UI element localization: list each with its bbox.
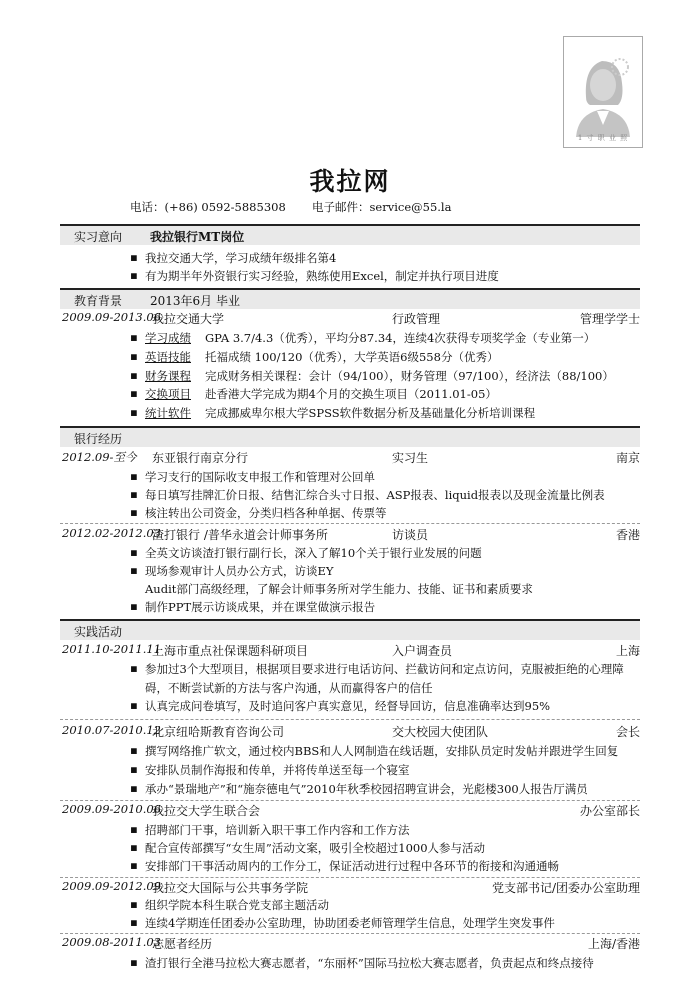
email-text: 电子邮件：service@55.la (312, 200, 452, 214)
experience-row: 2009.09-2012.09 我拉交大国际与公共事务学院 党支部书记/团委办公室助理 (62, 879, 640, 895)
list-item: ▪ 连续4学期连任团委办公室助理，协助团委老师管理学生信息，处理学生突发事件 (130, 915, 555, 930)
list-item: ▪ 认真完成问卷填写，及时追问客户真实意见，经督导回访，信息准确率达到95% (130, 698, 551, 713)
list-item: ▪ 现场参观审计人员办公方式，访谈EY (130, 563, 334, 578)
resume-name: 我拉网 (309, 167, 391, 196)
divider (60, 523, 640, 524)
date-range: 2009.09-2013.06 (62, 310, 161, 324)
list-item: ▪ 组织学院本科生联合党支部主题活动 (130, 897, 329, 912)
list-item: ▪ 每日填写挂牌汇价日报、结售汇综合头寸日报、ASP报表、liquid报表以及现金流量比例表 (130, 487, 605, 502)
section-practice (60, 619, 640, 640)
intent-target: 我拉银行MT岗位 (150, 230, 245, 244)
list-item: ▪ 财务课程 完成财务相关课程：会计（94/100），财务管理（97/100），经济法（88/100） (130, 368, 614, 383)
list-item: ▪ 学习成绩 GPA 3.7/4.3（优秀），平均分87.34，连续4次获得专项奖学金（专业第一） (130, 330, 596, 345)
education-row (62, 310, 640, 327)
section-title: 教育背景 (73, 294, 122, 308)
experience-row: 2010.07-2010.12 北京纽哈斯教育咨询公司 交大校园大使团队 会长 (62, 723, 640, 739)
section-title: 银行经历 (73, 432, 122, 446)
divider (60, 719, 640, 720)
list-item-continuation: 碍，不断尝试新的方法与客户沟通，从而赢得客户的信任 (145, 681, 433, 695)
experience-row: 2009.08-2011.03 志愿者经历 上海/香港 (62, 935, 640, 951)
phone-text: 电话：(+86) 0592-5885308 (130, 200, 286, 214)
list-item: ▪ 渣打银行全港马拉松大赛志愿者，“东丽杯”国际马拉松大赛志愿者，负责起点和终点接待 (130, 955, 594, 970)
list-item: ▪ 学习支行的国际收支申报工作和管理对公回单 (130, 469, 375, 484)
divider (60, 877, 640, 878)
avatar-icon (564, 37, 642, 147)
list-item: ▪ 交换项目 赴香港大学完成为期4个月的交换生项目（2011.01-05） (130, 386, 497, 401)
section-education (60, 288, 640, 309)
section-title: 实习意向 (73, 230, 122, 244)
section-title: 实践活动 (73, 625, 122, 639)
experience-row: 2012.09-至今 东亚银行南京分行 实习生 南京 (62, 450, 640, 465)
list-item: ▪ 统计软件 完成挪威卑尔根大学SPSS软件数据分析及基础量化分析培训课程 (130, 405, 536, 420)
list-item: ▪ 有为期半年外资银行实习经验，熟练使用Excel，制定并执行项目进度 (130, 268, 499, 283)
list-item-continuation: Audit部门高级经理，了解会计师事务所对学生能力、技能、证书和素质要求 (145, 582, 533, 596)
list-item: ▪ 全英文访谈渣打银行副行长，深入了解10个关于银行业发展的问题 (130, 545, 482, 560)
school-name: 我拉交通大学 (152, 312, 225, 326)
graduation-date: 2013年6月 毕业 (150, 294, 240, 308)
list-item: ▪ 撰写网络推广软文，通过校内BBS和人人网制造在线话题，安排队员定时发帖并跟进学生回复 (130, 743, 619, 758)
list-item: ▪ 配合宣传部撰写“女生周”活动文案，吸引全校超过1000人参与活动 (130, 840, 486, 855)
degree-name: 管理学学士 (579, 312, 640, 326)
list-item: ▪ 制作PPT展示访谈成果，并在课堂做演示报告 (130, 599, 376, 614)
list-item: ▪ 承办“景瑞地产”和“施奈德电气”2010年秋季校园招聘宣讲会，光彪楼300人报告厅满员 (130, 781, 588, 796)
profile-photo (563, 36, 643, 148)
list-item: ▪ 安排队员制作海报和传单，并将传单送至每一个寝室 (130, 762, 410, 777)
list-item: ▪ 参加过3个大型项目，根据项目要求进行电话访问、拦截访问和定点访问，克服被拒绝的心理障 (130, 661, 624, 676)
list-item: ▪ 我拉交通大学，学习成绩年级排名第4 (130, 250, 337, 265)
experience-row: 2009.09-2010.06 我拉交大学生联合会 办公室部长 (62, 802, 640, 818)
divider (60, 800, 640, 801)
experience-row: 2011.10-2011.11 上海市重点社保课题科研项目 入户调查员 上海 (62, 642, 640, 658)
list-item: ▪ 核注转出公司资金，分类归档各种单据、传票等 (130, 505, 387, 520)
list-item: ▪ 安排部门干事活动周内的工作分工，保证活动进行过程中各环节的衔接和沟通通畅 (130, 858, 559, 873)
list-item: ▪ 招聘部门干事，培训新入职干事工作内容和工作方法 (130, 822, 410, 837)
experience-row: 2012.02-2012.03 渣打银行 /普华永道会计师事务所 访谈员 香港 (62, 526, 640, 542)
divider (60, 933, 640, 934)
photo-caption: 1 寸 职 业 照 (577, 134, 629, 142)
list-item: ▪ 英语技能 托福成绩 100/120（优秀），大学英语6级558分（优秀） (130, 349, 499, 364)
section-bank (60, 426, 640, 447)
section-intent (60, 224, 640, 245)
major-name: 行政管理 (392, 312, 441, 326)
